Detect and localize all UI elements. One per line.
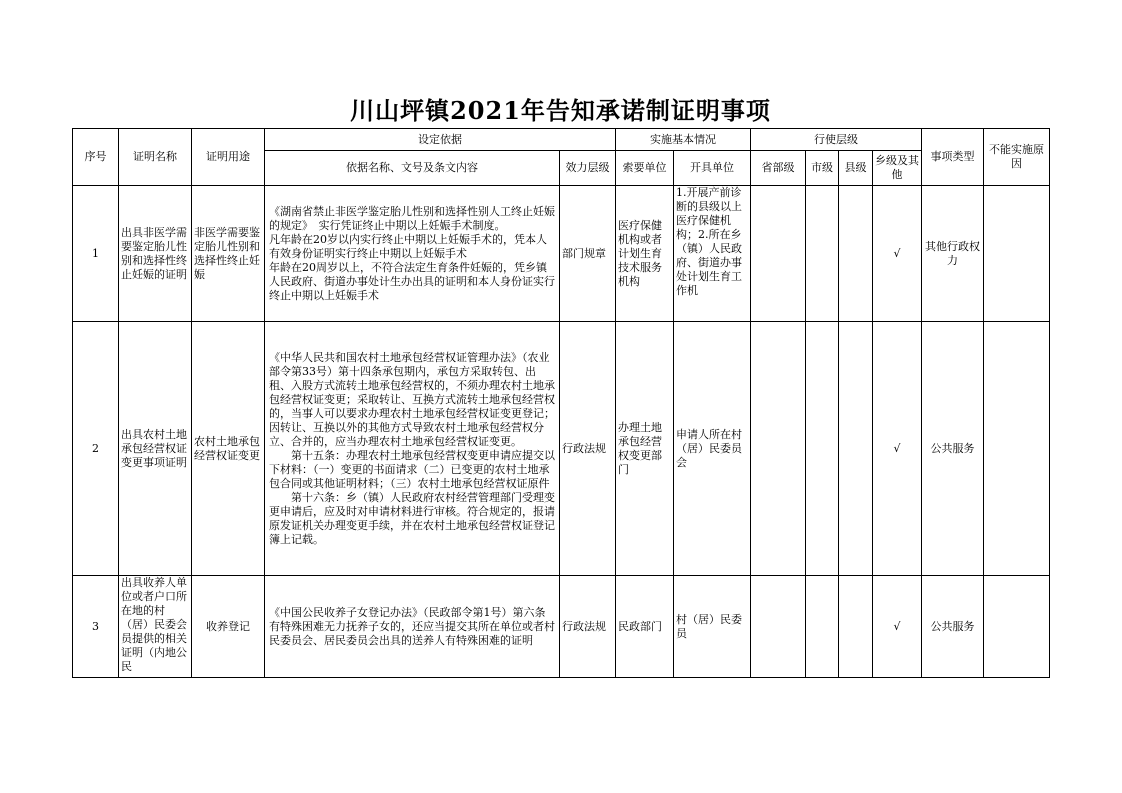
- row-type: 其他行政权力: [922, 186, 984, 322]
- header-name: 证明名称: [119, 129, 192, 186]
- row-county: [839, 186, 873, 322]
- row-name: 出具非医学需要鉴定胎儿性别和选择性终止妊娠的证明: [119, 186, 192, 322]
- basis-paragraph: 凡年龄在20岁以内实行终止中期以上妊娠手术的，凭本人有效身份证明实行终止中期以上妊娠手术: [269, 232, 547, 260]
- row-province: [751, 322, 806, 576]
- basis-paragraph: 有特殊困难无力抚养子女的，还应当提交其所在单位或者村民委员会、居民委员会出具的送养人有特殊困难的证明: [269, 619, 555, 647]
- row-city: [806, 186, 839, 322]
- row-county: [839, 576, 873, 678]
- header-impl-group: 实施基本情况: [616, 129, 751, 151]
- header-row-1: [73, 129, 1050, 151]
- basis-paragraph: 《湖南省禁止非医学鉴定胎儿性别和选择性别人工终止妊娠的规定》 实行凭证终止中期以上妊娠手术制度。: [269, 204, 555, 232]
- basis-paragraph: 《中国公民收养子女登记办法》（民政部令第1号）第六条: [269, 605, 546, 619]
- header-city: 市级: [806, 151, 839, 186]
- row-reason: [984, 576, 1050, 678]
- certificate-table: [72, 128, 1050, 678]
- basis-paragraph: 第十六条：乡（镇）人民政府农村经营管理部门受理变更申请后，应及时对申请材料进行审核。符合规定的，报请原发证机关办理变更手续，并在农村土地承包经营权证登记簿上记载。: [269, 490, 555, 546]
- row-basis: [265, 322, 560, 576]
- row-city: [806, 576, 839, 678]
- basis-paragraph: 年龄在20周岁以上，不符合法定生育条件妊娠的，凭乡镇人民政府、街道办事处计生办出具的证明和本人身份证实行终止中期以上妊娠手术: [269, 260, 555, 302]
- header-issue-unit: 开具单位: [674, 151, 751, 186]
- header-type: 事项类型: [922, 129, 984, 186]
- row-name: [119, 576, 192, 678]
- header-seq: 序号: [73, 129, 119, 186]
- header-req-unit: 索要单位: [616, 151, 674, 186]
- header-level: 效力层级: [560, 151, 616, 186]
- header-province: 省部级: [751, 151, 806, 186]
- header-reason: 不能实施原因: [984, 129, 1050, 186]
- table-row: [73, 186, 1050, 322]
- row-seq: 1: [73, 186, 119, 322]
- row-type: 公共服务: [922, 576, 984, 678]
- row-req-unit: 医疗保健机构或者计划生育技术服务机构: [616, 186, 674, 322]
- table-row: [73, 322, 1050, 576]
- row-seq: 2: [73, 322, 119, 576]
- row-township-check: √: [873, 322, 922, 576]
- header-purpose: 证明用途: [192, 129, 265, 186]
- table-row: [73, 576, 1050, 678]
- row-province: [751, 186, 806, 322]
- row-seq: 3: [73, 576, 119, 678]
- row-level: 行政法规: [560, 322, 616, 576]
- header-exercise-group: 行使层级: [751, 129, 922, 151]
- page-title: 川山坪镇2021年告知承诺制证明事项: [350, 96, 771, 125]
- row-issue-unit: 申请人所在村（居）民委员会: [674, 322, 751, 576]
- row-basis: [265, 576, 560, 678]
- row-province: [751, 576, 806, 678]
- row-reason: [984, 322, 1050, 576]
- row-purpose: 非医学需要鉴定胎儿性别和选择性终止妊娠: [192, 186, 265, 322]
- row-req-unit: 办理土地承包经营权变更部门: [616, 322, 674, 576]
- header-basis-group: 设定依据: [265, 129, 616, 151]
- row-issue-unit: [674, 186, 751, 322]
- header-county: 县级: [839, 151, 873, 186]
- row-township-check: √: [873, 186, 922, 322]
- row-type: 公共服务: [922, 322, 984, 576]
- header-basis-content: 依据名称、文号及条文内容: [265, 151, 560, 186]
- header-township: 乡级及其他: [873, 151, 922, 186]
- row-purpose: 收养登记: [192, 576, 265, 678]
- basis-paragraph: 第十五条：办理农村土地承包经营权变更申请应提交以下材料：（一）变更的书面请求（二）已变更的农村土地承包合同或其他证明材料；（三）农村土地承包经营权证原件: [269, 448, 555, 490]
- row-basis: [265, 186, 560, 322]
- row-level: 行政法规: [560, 576, 616, 678]
- row-name: 出具农村土地承包经营权证变更事项证明: [119, 322, 192, 576]
- row-township-check: √: [873, 576, 922, 678]
- row-city: [806, 322, 839, 576]
- row-purpose: 农村土地承包经营权证变更: [192, 322, 265, 576]
- row-level: 部门规章: [560, 186, 616, 322]
- basis-paragraph: 《中华人民共和国农村土地承包经营权证管理办法》（农业部令第33号）第十四条承包期内，承包方采取转包、出租、入股方式流转土地承包经营权的，不须办理农村土地承包经营权证变更；采取转让、互换方式流转土地承包经营权的，当事人可以要求办理农村土地承包经营权证变更登记；因转让、互换以外的其他方式导致农村土地承包经营权分立、合并的，应当办理农村土地承包经营权证变更。: [269, 350, 555, 448]
- row-reason: [984, 186, 1050, 322]
- row-issue-unit: 村（居）民委员: [674, 576, 751, 678]
- row-req-unit: 民政部门: [616, 576, 674, 678]
- row-county: [839, 322, 873, 576]
- row-issue-unit-text: 1.开展产前诊断的县级以上医疗保健机构；2.所在乡（镇）人民政府、街道办事处计划生育工作机: [676, 186, 742, 297]
- row-name-text: 出具收养人单位或者户口所在地的村（居）民委会员提供的相关证明（内地公民: [121, 576, 187, 673]
